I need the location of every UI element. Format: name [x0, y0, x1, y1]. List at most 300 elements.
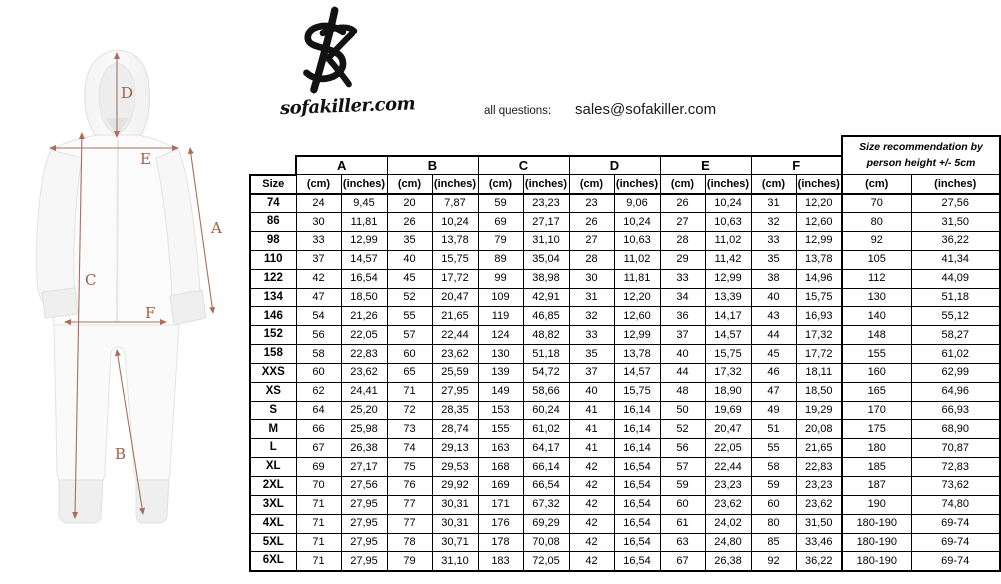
value-cell: 61,02 — [523, 420, 569, 439]
value-cell: 77 — [387, 514, 432, 533]
value-cell: 56 — [660, 439, 705, 458]
size-column-header: Size — [250, 175, 296, 194]
value-cell: 9,06 — [614, 194, 660, 213]
value-cell: 41 — [569, 439, 614, 458]
value-cell: 10,63 — [705, 213, 751, 232]
value-cell: 45 — [387, 269, 432, 288]
value-cell: 169 — [478, 477, 523, 496]
value-cell: 54,72 — [523, 363, 569, 382]
value-cell: 42 — [296, 269, 341, 288]
value-cell: 59 — [478, 194, 523, 213]
size-cell: 146 — [250, 307, 296, 326]
value-cell: 15,75 — [614, 382, 660, 401]
unit-header-cm: (cm) — [296, 175, 341, 194]
table-row — [250, 533, 1000, 552]
size-cell: 3XL — [250, 495, 296, 514]
unit-header-cm: (cm) — [751, 175, 796, 194]
value-cell: 36,22 — [911, 232, 1000, 251]
size-cell: XL — [250, 458, 296, 477]
value-cell: 69-74 — [911, 514, 1000, 533]
size-cell: 158 — [250, 345, 296, 364]
value-cell: 130 — [842, 288, 911, 307]
value-cell: 18,90 — [705, 382, 751, 401]
value-cell: 22,83 — [796, 458, 842, 477]
value-cell: 99 — [478, 269, 523, 288]
group-header-f: F — [751, 156, 842, 175]
value-cell: 54 — [296, 307, 341, 326]
height-recommendation-header — [842, 136, 1000, 175]
size-cell: L — [250, 439, 296, 458]
value-cell: 18,50 — [341, 288, 387, 307]
value-cell: 13,78 — [614, 345, 660, 364]
unit-header-inches: (inches) — [614, 175, 660, 194]
value-cell: 13,39 — [705, 288, 751, 307]
table-row — [250, 552, 1000, 571]
size-cell: 4XL — [250, 514, 296, 533]
value-cell: 56 — [296, 326, 341, 345]
value-cell: 30,31 — [432, 514, 478, 533]
unit-header-inches: (inches) — [523, 175, 569, 194]
value-cell: 23,23 — [796, 477, 842, 496]
value-cell: 24,41 — [341, 382, 387, 401]
value-cell: 26 — [387, 213, 432, 232]
value-cell: 12,99 — [614, 326, 660, 345]
value-cell: 51 — [751, 420, 796, 439]
value-cell: 47 — [296, 288, 341, 307]
value-cell: 72 — [387, 401, 432, 420]
unit-header-cm: (cm) — [660, 175, 705, 194]
value-cell: 64,17 — [523, 439, 569, 458]
value-cell: 140 — [842, 307, 911, 326]
value-cell: 46 — [751, 363, 796, 382]
size-cell: 134 — [250, 288, 296, 307]
value-cell: 15,75 — [796, 288, 842, 307]
value-cell: 73,62 — [911, 477, 1000, 496]
value-cell: 14,57 — [341, 250, 387, 269]
value-cell: 45 — [751, 345, 796, 364]
table-row — [250, 363, 1000, 382]
value-cell: 59 — [751, 477, 796, 496]
value-cell: 42 — [569, 533, 614, 552]
table-row — [250, 232, 1000, 251]
value-cell: 17,72 — [432, 269, 478, 288]
value-cell: 14,57 — [614, 363, 660, 382]
value-cell: 25,59 — [432, 363, 478, 382]
value-cell: 23,23 — [523, 194, 569, 213]
value-cell: 44 — [751, 326, 796, 345]
value-cell: 180-190 — [842, 514, 911, 533]
value-cell: 130 — [478, 345, 523, 364]
value-cell: 15,75 — [705, 345, 751, 364]
value-cell: 69,29 — [523, 514, 569, 533]
value-cell: 42 — [569, 495, 614, 514]
size-cell: 98 — [250, 232, 296, 251]
value-cell: 66,54 — [523, 477, 569, 496]
measurement-label-d: D — [121, 84, 134, 102]
value-cell: 31,50 — [796, 514, 842, 533]
value-cell: 60,24 — [523, 401, 569, 420]
value-cell: 57 — [387, 326, 432, 345]
table-row — [250, 213, 1000, 232]
value-cell: 42 — [569, 477, 614, 496]
value-cell: 27,95 — [341, 495, 387, 514]
value-cell: 109 — [478, 288, 523, 307]
measurement-label-c: C — [85, 271, 97, 289]
value-cell: 17,72 — [796, 345, 842, 364]
value-cell: 12,99 — [796, 232, 842, 251]
group-header-b: B — [387, 156, 478, 175]
value-cell: 62 — [296, 382, 341, 401]
value-cell: 124 — [478, 326, 523, 345]
value-cell: 32 — [751, 213, 796, 232]
value-cell: 44,09 — [911, 269, 1000, 288]
value-cell: 31,10 — [523, 232, 569, 251]
value-cell: 148 — [842, 326, 911, 345]
value-cell: 9,45 — [341, 194, 387, 213]
value-cell: 38,98 — [523, 269, 569, 288]
value-cell: 31 — [569, 288, 614, 307]
value-cell: 57 — [660, 458, 705, 477]
value-cell: 50 — [660, 401, 705, 420]
value-cell: 28,74 — [432, 420, 478, 439]
value-cell: 59 — [660, 477, 705, 496]
measurement-label-b: B — [115, 445, 127, 463]
value-cell: 28 — [569, 250, 614, 269]
value-cell: 70 — [842, 194, 911, 213]
size-cell: 2XL — [250, 477, 296, 496]
value-cell: 70,08 — [523, 533, 569, 552]
value-cell: 185 — [842, 458, 911, 477]
value-cell: 187 — [842, 477, 911, 496]
table-row — [250, 307, 1000, 326]
value-cell: 51,18 — [523, 345, 569, 364]
value-cell: 19,69 — [705, 401, 751, 420]
value-cell: 13,78 — [432, 232, 478, 251]
value-cell: 48 — [660, 382, 705, 401]
value-cell: 13,78 — [796, 250, 842, 269]
table-row — [250, 382, 1000, 401]
unit-header-inches: (inches) — [432, 175, 478, 194]
value-cell: 79 — [387, 552, 432, 571]
value-cell: 24 — [296, 194, 341, 213]
table-row — [250, 458, 1000, 477]
value-cell: 69 — [478, 213, 523, 232]
value-cell: 16,54 — [614, 495, 660, 514]
value-cell: 29,92 — [432, 477, 478, 496]
size-cell: 74 — [250, 194, 296, 213]
value-cell: 60 — [751, 495, 796, 514]
value-cell: 31,10 — [432, 552, 478, 571]
value-cell: 65 — [387, 363, 432, 382]
value-cell: 7,87 — [432, 194, 478, 213]
value-cell: 55 — [751, 439, 796, 458]
value-cell: 28,35 — [432, 401, 478, 420]
value-cell: 24,02 — [705, 514, 751, 533]
rec-unit-header-cm: (cm) — [842, 175, 911, 194]
value-cell: 69-74 — [911, 533, 1000, 552]
table-row — [250, 439, 1000, 458]
table-row — [250, 194, 1000, 213]
value-cell: 24,80 — [705, 533, 751, 552]
value-cell: 26 — [660, 194, 705, 213]
value-cell: 31,50 — [911, 213, 1000, 232]
value-cell: 55,12 — [911, 307, 1000, 326]
group-header-c: C — [478, 156, 569, 175]
unit-header-inches: (inches) — [705, 175, 751, 194]
value-cell: 35,04 — [523, 250, 569, 269]
value-cell: 155 — [478, 420, 523, 439]
value-cell: 23,23 — [705, 477, 751, 496]
unit-header-inches: (inches) — [796, 175, 842, 194]
value-cell: 37 — [296, 250, 341, 269]
value-cell: 180-190 — [842, 552, 911, 571]
table-row — [250, 326, 1000, 345]
size-cell: 110 — [250, 250, 296, 269]
value-cell: 71 — [296, 514, 341, 533]
value-cell: 16,14 — [614, 401, 660, 420]
value-cell: 19,29 — [796, 401, 842, 420]
table-row — [250, 401, 1000, 420]
value-cell: 49 — [751, 401, 796, 420]
size-cell: S — [250, 401, 296, 420]
value-cell: 16,54 — [341, 269, 387, 288]
rec-header-line2: person height +/- 5cm — [866, 156, 976, 169]
value-cell: 29 — [660, 250, 705, 269]
value-cell: 52 — [387, 288, 432, 307]
value-cell: 10,24 — [705, 194, 751, 213]
value-cell: 71 — [296, 495, 341, 514]
value-cell: 60 — [660, 495, 705, 514]
value-cell: 17,32 — [705, 363, 751, 382]
value-cell: 21,65 — [432, 307, 478, 326]
value-cell: 85 — [751, 533, 796, 552]
value-cell: 62,99 — [911, 363, 1000, 382]
value-cell: 41 — [569, 401, 614, 420]
value-cell: 163 — [478, 439, 523, 458]
value-cell: 36 — [660, 307, 705, 326]
measurement-label-a: A — [211, 219, 222, 237]
value-cell: 12,60 — [614, 307, 660, 326]
value-cell: 16,54 — [614, 533, 660, 552]
value-cell: 16,54 — [614, 514, 660, 533]
rec-header-line1: Size recommendation by — [859, 141, 983, 154]
value-cell: 11,02 — [614, 250, 660, 269]
value-cell: 25,98 — [341, 420, 387, 439]
value-cell: 72,05 — [523, 552, 569, 571]
value-cell: 30 — [296, 213, 341, 232]
value-cell: 29,53 — [432, 458, 478, 477]
value-cell: 27,17 — [341, 458, 387, 477]
value-cell: 66,93 — [911, 401, 1000, 420]
value-cell: 40 — [387, 250, 432, 269]
value-cell: 10,63 — [614, 232, 660, 251]
value-cell: 26,38 — [705, 552, 751, 571]
value-cell: 33 — [569, 326, 614, 345]
value-cell: 71 — [296, 533, 341, 552]
unit-header-cm: (cm) — [478, 175, 523, 194]
unit-header-cm: (cm) — [387, 175, 432, 194]
value-cell: 149 — [478, 382, 523, 401]
value-cell: 68,90 — [911, 420, 1000, 439]
value-cell: 30,71 — [432, 533, 478, 552]
unit-header-cm: (cm) — [569, 175, 614, 194]
value-cell: 71 — [296, 552, 341, 571]
value-cell: 35 — [751, 250, 796, 269]
value-cell: 71 — [387, 382, 432, 401]
value-cell: 16,93 — [796, 307, 842, 326]
value-cell: 46,85 — [523, 307, 569, 326]
table-row — [250, 477, 1000, 496]
value-cell: 26 — [569, 213, 614, 232]
value-cell: 37 — [660, 326, 705, 345]
value-cell: 16,54 — [614, 477, 660, 496]
value-cell: 52 — [660, 420, 705, 439]
value-cell: 66 — [296, 420, 341, 439]
group-header-a: A — [296, 156, 387, 175]
garment-diagram — [0, 0, 260, 584]
size-cell: 5XL — [250, 533, 296, 552]
value-cell: 72,83 — [911, 458, 1000, 477]
value-cell: 69 — [296, 458, 341, 477]
value-cell: 80 — [842, 213, 911, 232]
value-cell: 183 — [478, 552, 523, 571]
value-cell: 153 — [478, 401, 523, 420]
value-cell: 27,95 — [341, 552, 387, 571]
value-cell: 42,91 — [523, 288, 569, 307]
size-table — [249, 135, 1001, 572]
value-cell: 27,56 — [911, 194, 1000, 213]
value-cell: 42 — [569, 458, 614, 477]
header-spacer — [250, 136, 842, 156]
value-cell: 170 — [842, 401, 911, 420]
table-row — [250, 420, 1000, 439]
value-cell: 70 — [296, 477, 341, 496]
size-table-body — [250, 194, 1000, 571]
value-cell: 69-74 — [911, 552, 1000, 571]
value-cell: 58,66 — [523, 382, 569, 401]
value-cell: 58,27 — [911, 326, 1000, 345]
value-cell: 112 — [842, 269, 911, 288]
value-cell: 14,57 — [705, 326, 751, 345]
value-cell: 67,32 — [523, 495, 569, 514]
value-cell: 11,42 — [705, 250, 751, 269]
value-cell: 35 — [569, 345, 614, 364]
value-cell: 74,80 — [911, 495, 1000, 514]
value-cell: 155 — [842, 345, 911, 364]
value-cell: 16,54 — [614, 458, 660, 477]
size-cell: XS — [250, 382, 296, 401]
value-cell: 22,83 — [341, 345, 387, 364]
value-cell: 40 — [751, 288, 796, 307]
value-cell: 23 — [569, 194, 614, 213]
units-header-row — [250, 175, 1000, 194]
value-cell: 10,24 — [614, 213, 660, 232]
value-cell: 180 — [842, 439, 911, 458]
value-cell: 119 — [478, 307, 523, 326]
value-cell: 105 — [842, 250, 911, 269]
value-cell: 178 — [478, 533, 523, 552]
value-cell: 11,02 — [705, 232, 751, 251]
value-cell: 73 — [387, 420, 432, 439]
group-header-e: E — [660, 156, 751, 175]
value-cell: 41,34 — [911, 250, 1000, 269]
value-cell: 22,05 — [341, 326, 387, 345]
contact-email-link[interactable]: sales@sofakiller.com — [575, 101, 717, 118]
unit-header-inches: (inches) — [341, 175, 387, 194]
size-cell: 6XL — [250, 552, 296, 571]
value-cell: 74 — [387, 439, 432, 458]
value-cell: 16,14 — [614, 439, 660, 458]
value-cell: 176 — [478, 514, 523, 533]
value-cell: 29,13 — [432, 439, 478, 458]
value-cell: 64 — [296, 401, 341, 420]
value-cell: 61 — [660, 514, 705, 533]
value-cell: 160 — [842, 363, 911, 382]
value-cell: 35 — [387, 232, 432, 251]
value-cell: 78 — [387, 533, 432, 552]
table-row — [250, 250, 1000, 269]
value-cell: 27,95 — [341, 533, 387, 552]
value-cell: 60 — [296, 363, 341, 382]
value-cell: 58 — [751, 458, 796, 477]
value-cell: 28 — [660, 232, 705, 251]
value-cell: 21,26 — [341, 307, 387, 326]
value-cell: 38 — [751, 269, 796, 288]
value-cell: 32 — [569, 307, 614, 326]
table-row — [250, 495, 1000, 514]
value-cell: 26,38 — [341, 439, 387, 458]
table-row — [250, 269, 1000, 288]
size-cell: 122 — [250, 269, 296, 288]
size-cell: XXS — [250, 363, 296, 382]
value-cell: 37 — [569, 363, 614, 382]
value-cell: 51,18 — [911, 288, 1000, 307]
size-cell: M — [250, 420, 296, 439]
size-cell: 152 — [250, 326, 296, 345]
measurement-label-f: F — [145, 304, 156, 322]
value-cell: 11,81 — [341, 213, 387, 232]
value-cell: 47 — [751, 382, 796, 401]
table-row — [250, 288, 1000, 307]
value-cell: 23,62 — [341, 363, 387, 382]
value-cell: 18,11 — [796, 363, 842, 382]
value-cell: 92 — [842, 232, 911, 251]
value-cell: 27 — [569, 232, 614, 251]
rec-unit-header-inches: (inches) — [911, 175, 1000, 194]
value-cell: 66,14 — [523, 458, 569, 477]
value-cell: 80 — [751, 514, 796, 533]
value-cell: 168 — [478, 458, 523, 477]
value-cell: 27,95 — [432, 382, 478, 401]
value-cell: 22,44 — [705, 458, 751, 477]
value-cell: 27 — [660, 213, 705, 232]
value-cell: 40 — [569, 382, 614, 401]
value-cell: 92 — [751, 552, 796, 571]
value-cell: 76 — [387, 477, 432, 496]
value-cell: 27,95 — [341, 514, 387, 533]
value-cell: 64,96 — [911, 382, 1000, 401]
value-cell: 30 — [569, 269, 614, 288]
value-cell: 61,02 — [911, 345, 1000, 364]
value-cell: 41 — [569, 420, 614, 439]
value-cell: 23,62 — [432, 345, 478, 364]
value-cell: 15,75 — [432, 250, 478, 269]
value-cell: 33,46 — [796, 533, 842, 552]
value-cell: 70,87 — [911, 439, 1000, 458]
value-cell: 18,50 — [796, 382, 842, 401]
value-cell: 20,47 — [432, 288, 478, 307]
value-cell: 180-190 — [842, 533, 911, 552]
